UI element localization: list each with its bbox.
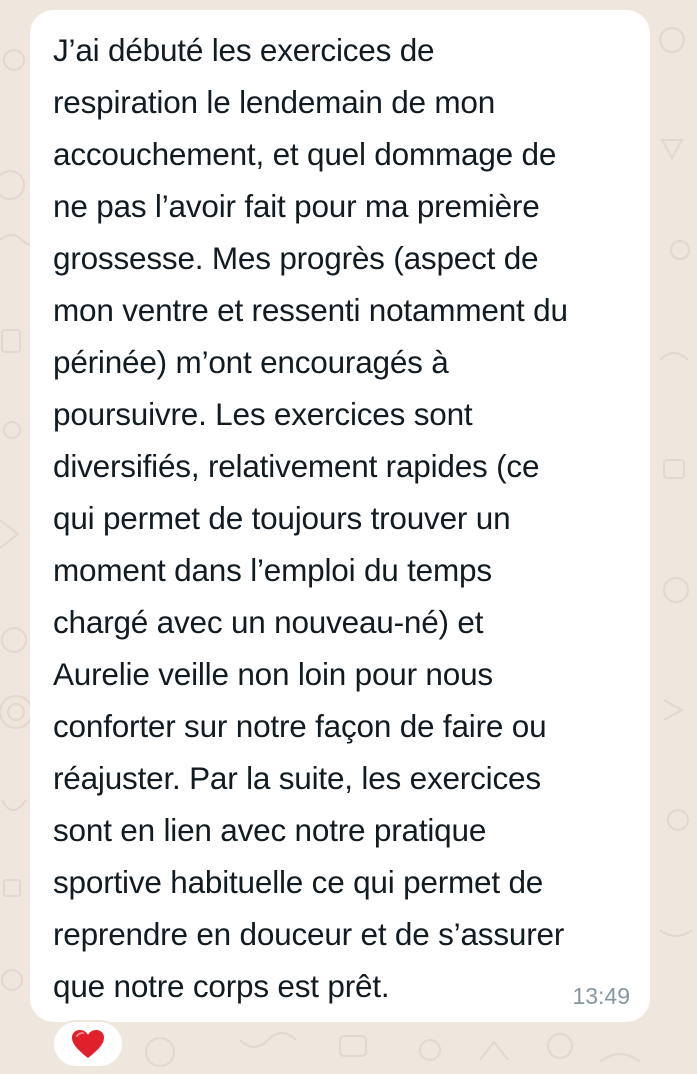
reaction-badge[interactable] bbox=[52, 1020, 124, 1068]
message-line: sportive habituelle ce qui permet de bbox=[53, 864, 544, 900]
message-line: sont en lien avec notre pratique bbox=[53, 812, 487, 848]
message-line: J’ai débuté les exercices de bbox=[53, 32, 435, 68]
message-line: reprendre en douceur et de s’assurer bbox=[53, 916, 565, 952]
red-heart-icon bbox=[71, 1029, 105, 1059]
message-line: Aurelie veille non loin pour nous bbox=[53, 656, 493, 692]
message-line: poursuivre. Les exercices sont bbox=[53, 396, 473, 432]
message-line: grossesse. Mes progrès (aspect de bbox=[53, 240, 539, 276]
message-line: respiration le lendemain de mon bbox=[53, 84, 496, 120]
message-line: conforter sur notre façon de faire ou bbox=[53, 708, 547, 744]
message-line: que notre corps est prêt. bbox=[53, 968, 390, 1004]
message-line: moment dans l’emploi du temps bbox=[53, 552, 492, 588]
message-line: mon ventre et ressenti notamment du bbox=[53, 292, 568, 328]
message-line: ne pas l’avoir fait pour ma première bbox=[53, 188, 540, 224]
message-line: réajuster. Par la suite, les exercices bbox=[53, 760, 541, 796]
message-timestamp: 13:49 bbox=[572, 983, 630, 1009]
message-line: chargé avec un nouveau-né) et bbox=[53, 604, 484, 640]
message-line: périnée) m’ont encouragés à bbox=[53, 344, 449, 380]
message-text bbox=[53, 24, 643, 1012]
message-line: qui permet de toujours trouver un bbox=[53, 500, 511, 536]
message-line: accouchement, et quel dommage de bbox=[53, 136, 557, 172]
message-line: diversifiés, relativement rapides (ce bbox=[53, 448, 540, 484]
message-bubble[interactable] bbox=[30, 10, 650, 1022]
